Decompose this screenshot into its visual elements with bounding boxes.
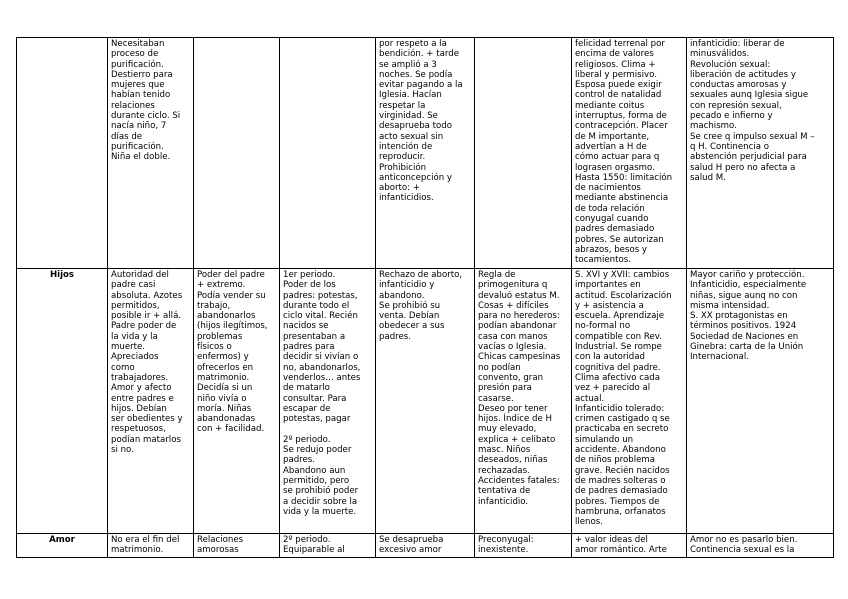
table-cell [572, 534, 687, 558]
cell-text: Regla de primogenitura q devaluó estatus M. Cosas + difíciles para no herederos: podían abandonar casa con manos vacías o Iglesia. Chicas campesinas no podían convento, gran presión para casarse. Deseo por tener hijos. Índice de H muy elevado, explica + celibato masc. Niños deseados, niñas rechazadas. Accidentes fatales: tentativa de infanticidio. [478, 270, 561, 507]
table-cell [194, 38, 280, 269]
cell-text: S. XVI y XVII: cambios importantes en actitud. Escolarización y + asistencia a escuela. Aprendizaje no-formal no compatible con Rev. Industrial. Se rompe con la autoridad cognitiva del padre. Clima afectivo cada vez + parecido al actual. Infanticidio tolerado: crimen castigado q se practicaba en secreto simulando un accidente. Abandono de niños problema grave. Recién nacidos de madres solteras o de padres demasiado pobres. Tiempos de hambruna, orfanatos llenos. [575, 270, 672, 528]
cell-text: 2º periodo. Equiparable al [283, 535, 345, 556]
cell-text: No era el fin del matrimonio. [111, 535, 180, 556]
comparison-table [16, 37, 834, 558]
table-cell [687, 269, 834, 534]
table-cell [687, 534, 834, 558]
table-cell [376, 38, 475, 269]
row-label: Amor [17, 534, 108, 558]
table-cell [572, 269, 687, 534]
table-cell [108, 534, 194, 558]
table-row [17, 269, 834, 534]
table-cell [280, 38, 376, 269]
table-cell [108, 269, 194, 534]
table-cell [108, 38, 194, 269]
cell-text: Necesitaban proceso de purificación. Destierro para mujeres que habían tenido relaciones durante ciclo. Si nacía niño, 7 días de purificación. Niña el doble. [111, 39, 181, 163]
table-cell [475, 534, 572, 558]
cell-text: Amor no es pasarlo bien. Continencia sexual es la [690, 535, 798, 556]
table-cell [572, 38, 687, 269]
cell-text: Poder del padre + extremo. Podía vender su trabajo, abandonarlos (hijos ilegítimos, problemas físicos o enfermos) y ofrecerlos en matrimonio. Decidía si un niño vivía o moría. Niñas abandonadas con + facilidad. [197, 270, 268, 435]
table-row [17, 38, 834, 269]
cell-text: felicidad terrenal por encima de valores religiosos. Clima + liberal y permisivo. Esposa puede exigir control de natalidad mediante coitus interruptus, forma de contracepción. Placer de M importante, advertían a H de cómo actuar para q lograsen orgasmo. Hasta 1550: limitación de nacimientos mediante abstinencia de toda relación conyugal cuando padres demasiado pobres. Se autorizan abrazos, besos y tocamientos. [575, 39, 673, 266]
cell-text: Rechazo de aborto, infanticidio y abandono. Se prohibió su venta. Debían obedecer a sus padres. [379, 270, 463, 342]
cell-text: Se desaprueba excesivo amor [379, 535, 444, 556]
cell-text: infanticidio: liberar de minusválidos. Revolución sexual: liberación de actitudes y conductas amorosas y sexuales aunq Iglesia sigue con represión sexual, pecado e infierno y machismo. Se cree q impulso sexual M – q H. Continencia o abstención perjudicial para salud H pero no afecta a salud M. [690, 39, 815, 183]
cell-text: + valor ideas del amor romántico. Arte [575, 535, 667, 556]
table-cell [280, 534, 376, 558]
table-cell [687, 38, 834, 269]
row-label [17, 38, 108, 269]
table-cell [376, 534, 475, 558]
table-cell [475, 269, 572, 534]
table-row [17, 534, 834, 558]
cell-text: por respeto a la bendición. + tarde se amplió a 3 noches. Se podía evitar pagando a la Iglesia. Hacían respetar la virginidad. Se desaprueba todo acto sexual sin intención de reproducir. Prohibición anticoncepción y aborto: + infanticidios. [379, 39, 463, 204]
row-label: Hijos [17, 269, 108, 534]
cell-text: Preconyugal: inexistente. [478, 535, 534, 556]
table-cell [194, 269, 280, 534]
table-cell [194, 534, 280, 558]
table-cell [376, 269, 475, 534]
cell-text: Mayor cariño y protección. Infanticidio, especialmente niñas, sigue aunq no con misma intensidad. S. XX protagonistas en términos positivos. 1924 Sociedad de Naciones en Ginebra: carta de la Unión Internacional. [690, 270, 807, 363]
cell-text: Relaciones amorosas [197, 535, 244, 556]
table-cell [280, 269, 376, 534]
cell-text: Autoridad del padre casi absoluta. Azotes permitidos, posible ir + allá. Padre poder de la vida y la muerte. Apreciados como trabajadores. Amor y afecto entre padres e hijos. Debían ser obedientes y respetuosos, podían matarlos si no. [111, 270, 183, 456]
cell-text: 1er periodo. Poder de los padres: potestas, durante todo el ciclo vital. Recién nacidos se presentaban a padres para decidir si vivían o no, abandonarlos, venderlos… antes de matarlo consultar. Para escapar de potestas, pagar 2º periodo. Se redujo poder padres. Abandono aun permitido, pero se prohibió poder a decidir sobre la vida y la muerte. [283, 270, 361, 517]
table-cell [475, 38, 572, 269]
